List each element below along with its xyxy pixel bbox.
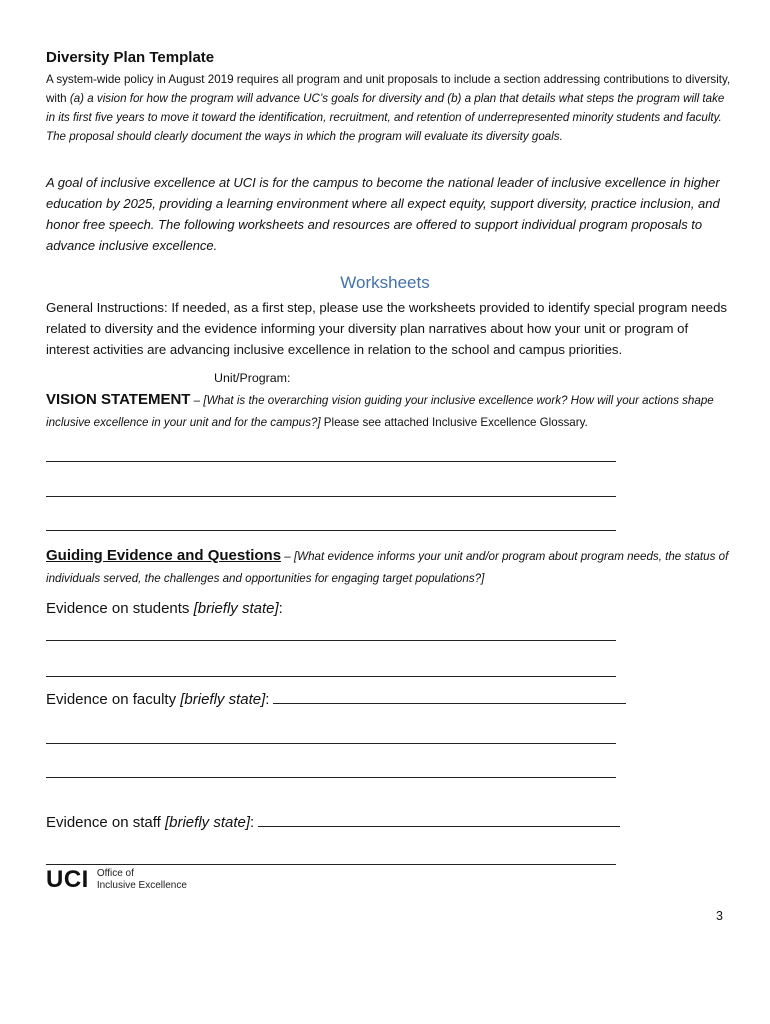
evidence-faculty-inline-line[interactable] — [273, 702, 626, 704]
vision-prompt: [What is the overarching vision guiding your inclusive excellence work? How will your actions shape inclusive excellence in your unit and for the campus?] — [46, 394, 714, 429]
vision-answer-line-1[interactable] — [46, 461, 616, 462]
guiding-dash: – — [281, 550, 294, 563]
evidence-students-line-2[interactable] — [46, 676, 616, 677]
unit-program-label: Unit/Program: — [214, 371, 291, 385]
evidence-staff-inline-line[interactable] — [258, 825, 620, 827]
vision-note: Please see attached Inclusive Excellence Glossary. — [320, 416, 588, 429]
intro-plain-text: A system-wide policy in August 2019 requires all program and unit proposals to include a section addressing contributions to diversity, with — [46, 73, 731, 105]
page-title: Diversity Plan Template — [46, 49, 215, 66]
evidence-faculty-line-1[interactable] — [46, 743, 616, 744]
uci-logo-mark: UCI — [46, 866, 89, 893]
worksheets-heading: Worksheets — [340, 273, 430, 292]
uci-logo — [46, 868, 187, 892]
evidence-faculty-line-2[interactable] — [46, 777, 616, 778]
intro-italic-text: (a) a vision for how the program will advance UC’s goals for diversity and (b) a plan that details what steps the program will take in its first five years to move it toward the identification, recruitment, and retention of underrepresented minority students and faculty. The proposal should clearly document the ways in which the program will evaluate its diversity goals. — [46, 92, 725, 143]
guiding-evidence-label: Guiding Evidence and Questions — [46, 547, 282, 564]
evidence-students-label: Evidence on students [briefly state]: — [46, 600, 283, 617]
intro-paragraph — [46, 70, 736, 146]
uci-logo-subtitle: Office of Inclusive Excellence — [96, 868, 187, 891]
evidence-staff-row — [46, 814, 620, 831]
vision-statement-label: VISION STATEMENT — [46, 391, 191, 408]
evidence-faculty-row — [46, 691, 626, 708]
evidence-staff-label: Evidence on staff [briefly state]: — [46, 814, 255, 831]
vision-dash: – — [190, 394, 204, 407]
evidence-students-line-1[interactable] — [46, 640, 616, 641]
evidence-staff-line-1[interactable] — [46, 864, 616, 865]
vision-statement-block — [46, 389, 736, 434]
goal-paragraph: A goal of inclusive excellence at UCI is for the campus to become the national leader of inclusive excellence in higher education by 2025, providing a learning environment where all expect equity, support diversity, practice inclusion, and honor free speech. The following worksheets and resources are offered to support individual program proposals to advance inclusive excellence. — [46, 175, 720, 253]
guiding-prompt: [What evidence informs your unit and/or program about program needs, the status of individuals served, the challenges and opportunities for engaging target populations?] — [46, 550, 729, 585]
guiding-evidence-block — [46, 545, 736, 590]
vision-answer-line-3[interactable] — [46, 530, 616, 531]
general-instructions: General Instructions: If needed, as a first step, please use the worksheets provided to identify special program needs related to diversity and the evidence informing your diversity plan narratives about how your unit or program of interest activities are advancing inclusive excellence in relation to the school and campus priorities. — [46, 300, 727, 357]
vision-answer-line-2[interactable] — [46, 496, 616, 497]
evidence-faculty-label: Evidence on faculty [briefly state]: — [46, 691, 270, 708]
page-number: 3 — [716, 909, 723, 923]
